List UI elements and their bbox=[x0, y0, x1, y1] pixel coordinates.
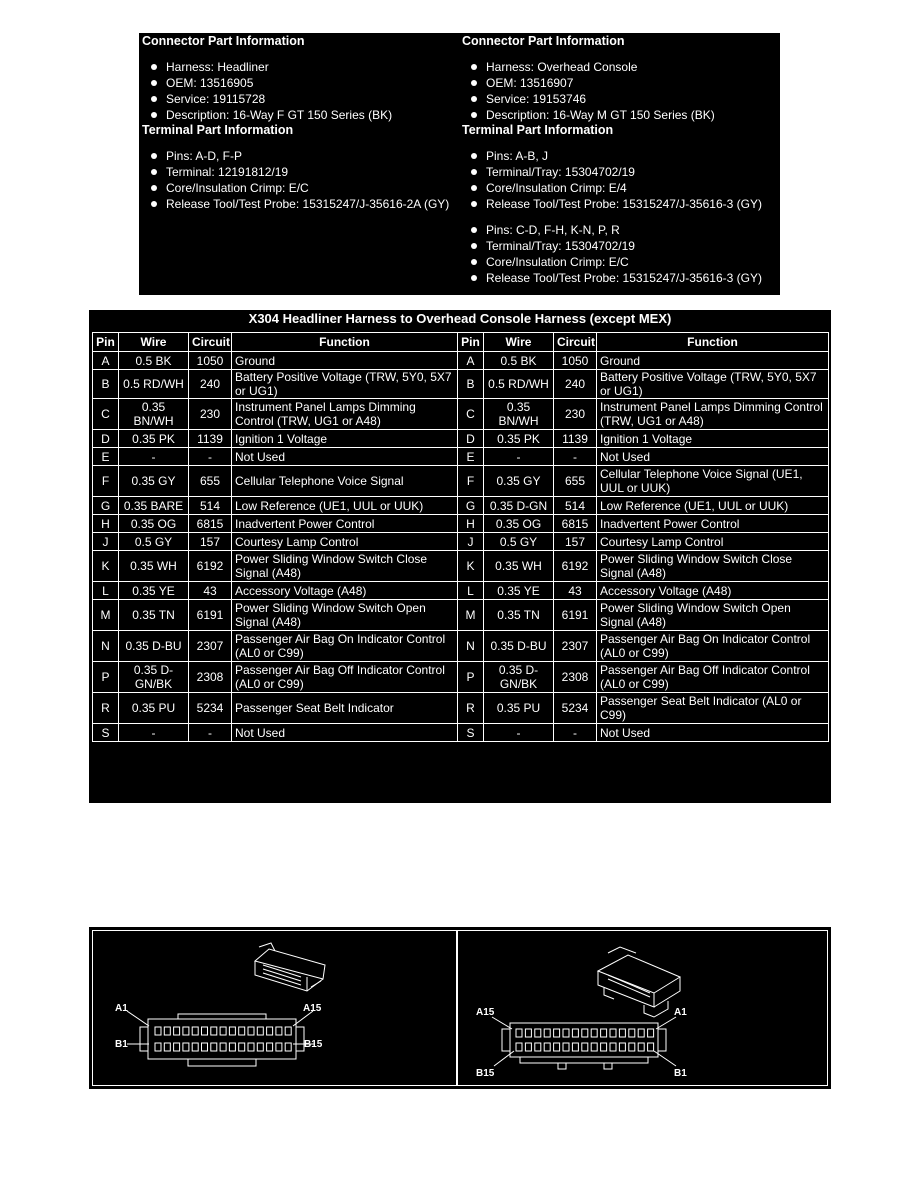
function-cell: Passenger Air Bag Off Indicator Control (AL0 or C99) bbox=[232, 662, 458, 693]
pin-cell: C bbox=[458, 399, 484, 430]
cavity bbox=[183, 1027, 189, 1035]
column-header: Circuit bbox=[189, 333, 232, 352]
list-item: Description: 16-Way M GT 150 Series (BK) bbox=[462, 107, 778, 123]
pinout-table-panel bbox=[89, 310, 831, 803]
function-cell: Power Sliding Window Switch Close Signal (A48) bbox=[597, 551, 829, 582]
wire-cell: 0.35 PU bbox=[484, 693, 554, 724]
cavity bbox=[554, 1029, 560, 1037]
cavity bbox=[525, 1029, 531, 1037]
circuit-cell: 1050 bbox=[189, 352, 232, 370]
wire-cell: 0.35 YE bbox=[484, 582, 554, 600]
cavity bbox=[257, 1027, 263, 1035]
function-cell: Not Used bbox=[597, 448, 829, 466]
circuit-cell: 1139 bbox=[554, 430, 597, 448]
connector-info-left bbox=[142, 33, 458, 212]
column-header: Function bbox=[597, 333, 829, 352]
cavity bbox=[220, 1043, 226, 1051]
wire-cell: 0.35 D-GN bbox=[484, 497, 554, 515]
cavity bbox=[202, 1027, 208, 1035]
cavity bbox=[591, 1043, 597, 1051]
list-item: Core/Insulation Crimp: E/4 bbox=[462, 180, 778, 196]
circuit-cell: 6192 bbox=[554, 551, 597, 582]
pin-cell: A bbox=[93, 352, 119, 370]
connector-iso-icon bbox=[255, 943, 325, 991]
list-item: OEM: 13516905 bbox=[142, 75, 458, 91]
connector-heading: Connector Part Information bbox=[142, 34, 305, 48]
circuit-cell: 240 bbox=[554, 370, 597, 399]
column-header: Wire bbox=[119, 333, 189, 352]
column-header: Wire bbox=[484, 333, 554, 352]
connector-list bbox=[142, 59, 458, 123]
cavity bbox=[610, 1043, 616, 1051]
function-cell: Ignition 1 Voltage bbox=[232, 430, 458, 448]
connector-face-icon bbox=[502, 1023, 666, 1069]
circuit-cell: 1139 bbox=[189, 430, 232, 448]
wire-cell: 0.35 OG bbox=[119, 515, 189, 533]
function-cell: Power Sliding Window Switch Open Signal (A48) bbox=[232, 600, 458, 631]
list-item: Terminal: 12191812/19 bbox=[142, 164, 458, 180]
wire-cell: 0.5 RD/WH bbox=[119, 370, 189, 399]
wire-cell: 0.5 RD/WH bbox=[484, 370, 554, 399]
function-cell: Low Reference (UE1, UUL or UUK) bbox=[232, 497, 458, 515]
cavity bbox=[239, 1027, 245, 1035]
cavity bbox=[591, 1029, 597, 1037]
function-cell: Not Used bbox=[232, 724, 458, 742]
connector-heading: Connector Part Information bbox=[462, 34, 625, 48]
table-row bbox=[93, 551, 829, 582]
circuit-cell: 6815 bbox=[189, 515, 232, 533]
wire-cell: 0.35 TN bbox=[484, 600, 554, 631]
circuit-cell: 157 bbox=[189, 533, 232, 551]
cavity bbox=[638, 1043, 644, 1051]
table-header-row bbox=[93, 333, 829, 352]
wire-cell: 0.35 OG bbox=[484, 515, 554, 533]
function-cell: Power Sliding Window Switch Close Signal (A48) bbox=[232, 551, 458, 582]
table-row bbox=[93, 533, 829, 551]
pin-cell: G bbox=[93, 497, 119, 515]
function-cell: Accessory Voltage (A48) bbox=[597, 582, 829, 600]
circuit-cell: 6192 bbox=[189, 551, 232, 582]
table-row bbox=[93, 600, 829, 631]
cavity bbox=[155, 1043, 161, 1051]
pin-cell: M bbox=[93, 600, 119, 631]
cavity bbox=[239, 1043, 245, 1051]
function-cell: Not Used bbox=[232, 448, 458, 466]
function-cell: Accessory Voltage (A48) bbox=[232, 582, 458, 600]
function-cell: Courtesy Lamp Control bbox=[232, 533, 458, 551]
pinout-table bbox=[92, 332, 829, 742]
pin-cell: C bbox=[93, 399, 119, 430]
cavity bbox=[554, 1043, 560, 1051]
circuit-cell: 514 bbox=[189, 497, 232, 515]
cavity bbox=[619, 1029, 625, 1037]
cavity bbox=[648, 1043, 654, 1051]
circuit-cell: 230 bbox=[189, 399, 232, 430]
table-row bbox=[93, 582, 829, 600]
cavity bbox=[525, 1043, 531, 1051]
circuit-cell: 43 bbox=[189, 582, 232, 600]
list-item: Terminal/Tray: 15304702/19 bbox=[462, 238, 778, 254]
list-item: Pins: C-D, F-H, K-N, P, R bbox=[462, 222, 778, 238]
table-row bbox=[93, 724, 829, 742]
cavity bbox=[183, 1043, 189, 1051]
column-header: Function bbox=[232, 333, 458, 352]
wire-cell: 0.5 BK bbox=[484, 352, 554, 370]
cavity bbox=[544, 1029, 550, 1037]
list-item: Core/Insulation Crimp: E/C bbox=[142, 180, 458, 196]
list-item: Description: 16-Way F GT 150 Series (BK) bbox=[142, 107, 458, 123]
wire-cell: 0.5 GY bbox=[119, 533, 189, 551]
pin-cell: R bbox=[458, 693, 484, 724]
cavity bbox=[229, 1027, 235, 1035]
list-item: Release Tool/Test Probe: 15315247/J-35616-3 (GY) bbox=[462, 270, 778, 286]
table-row bbox=[93, 430, 829, 448]
function-cell: Cellular Telephone Voice Signal (UE1, UUL or UUK) bbox=[597, 466, 829, 497]
cavity bbox=[629, 1043, 635, 1051]
terminal-heading: Terminal Part Information bbox=[462, 123, 614, 137]
table-row bbox=[93, 662, 829, 693]
cavity bbox=[174, 1027, 180, 1035]
function-cell: Ground bbox=[232, 352, 458, 370]
table-row bbox=[93, 399, 829, 430]
cavity bbox=[601, 1043, 607, 1051]
cavity bbox=[648, 1029, 654, 1037]
cavity bbox=[582, 1029, 588, 1037]
wire-cell: 0.35 YE bbox=[119, 582, 189, 600]
cavity bbox=[572, 1029, 578, 1037]
function-cell: Low Reference (UE1, UUL or UUK) bbox=[597, 497, 829, 515]
list-item: Core/Insulation Crimp: E/C bbox=[462, 254, 778, 270]
wire-cell: - bbox=[119, 448, 189, 466]
wire-cell: 0.35 GY bbox=[119, 466, 189, 497]
cavity bbox=[582, 1043, 588, 1051]
wire-cell: 0.35 D-BU bbox=[484, 631, 554, 662]
table-title: X304 Headliner Harness to Overhead Console Harness (except MEX) bbox=[248, 311, 672, 326]
function-cell: Courtesy Lamp Control bbox=[597, 533, 829, 551]
cavity bbox=[276, 1027, 282, 1035]
wire-cell: - bbox=[484, 448, 554, 466]
function-cell: Instrument Panel Lamps Dimming Control (TRW, UG1 or A48) bbox=[597, 399, 829, 430]
list-item: Release Tool/Test Probe: 15315247/J-35616-3 (GY) bbox=[462, 196, 778, 212]
function-cell: Passenger Air Bag On Indicator Control (AL0 or C99) bbox=[232, 631, 458, 662]
circuit-cell: 43 bbox=[554, 582, 597, 600]
connector-info-panel bbox=[139, 33, 780, 295]
pin-label: B15 bbox=[304, 1039, 323, 1050]
circuit-cell: - bbox=[554, 724, 597, 742]
list-item: Pins: A-D, F-P bbox=[142, 148, 458, 164]
function-cell: Inadvertent Power Control bbox=[232, 515, 458, 533]
cavity bbox=[211, 1027, 217, 1035]
function-cell: Ground bbox=[597, 352, 829, 370]
cavity bbox=[267, 1027, 273, 1035]
circuit-cell: 655 bbox=[189, 466, 232, 497]
pin-label: B1 bbox=[115, 1039, 128, 1050]
function-cell: Not Used bbox=[597, 724, 829, 742]
circuit-cell: 2308 bbox=[189, 662, 232, 693]
cavity bbox=[563, 1043, 569, 1051]
pin-cell: F bbox=[458, 466, 484, 497]
pin-label: A15 bbox=[476, 1007, 495, 1018]
wire-cell: 0.35 PU bbox=[119, 693, 189, 724]
circuit-cell: 6815 bbox=[554, 515, 597, 533]
circuit-cell: 2307 bbox=[189, 631, 232, 662]
circuit-cell: 6191 bbox=[189, 600, 232, 631]
wire-cell: 0.35 D-GN/BK bbox=[119, 662, 189, 693]
wire-cell: 0.35 D-GN/BK bbox=[484, 662, 554, 693]
cavity bbox=[211, 1043, 217, 1051]
function-cell: Ignition 1 Voltage bbox=[597, 430, 829, 448]
pin-cell: L bbox=[458, 582, 484, 600]
function-cell: Battery Positive Voltage (TRW, 5Y0, 5X7 or UG1) bbox=[597, 370, 829, 399]
list-item: Release Tool/Test Probe: 15315247/J-35616-2A (GY) bbox=[142, 196, 458, 212]
circuit-cell: 2308 bbox=[554, 662, 597, 693]
list-item: Harness: Overhead Console bbox=[462, 59, 778, 75]
pin-cell: A bbox=[458, 352, 484, 370]
pin-cell: N bbox=[458, 631, 484, 662]
function-cell: Power Sliding Window Switch Open Signal (A48) bbox=[597, 600, 829, 631]
wire-cell: - bbox=[484, 724, 554, 742]
table-row bbox=[93, 693, 829, 724]
wire-cell: 0.35 D-BU bbox=[119, 631, 189, 662]
connector-list bbox=[462, 59, 778, 123]
pin-label: A1 bbox=[674, 1007, 687, 1018]
connector-view-headliner bbox=[92, 930, 457, 1086]
circuit-cell: 240 bbox=[189, 370, 232, 399]
function-cell: Cellular Telephone Voice Signal bbox=[232, 466, 458, 497]
terminal-heading: Terminal Part Information bbox=[142, 123, 294, 137]
pin-cell: P bbox=[93, 662, 119, 693]
connector-drawing bbox=[458, 931, 829, 1087]
function-cell: Instrument Panel Lamps Dimming Control (TRW, UG1 or A48) bbox=[232, 399, 458, 430]
connector-info-right bbox=[462, 33, 778, 286]
cavity bbox=[267, 1043, 273, 1051]
cavity bbox=[164, 1043, 170, 1051]
wire-cell: 0.35 BN/WH bbox=[484, 399, 554, 430]
wire-cell: 0.35 GY bbox=[484, 466, 554, 497]
cavity bbox=[174, 1043, 180, 1051]
circuit-cell: 1050 bbox=[554, 352, 597, 370]
pin-cell: H bbox=[93, 515, 119, 533]
cavity bbox=[276, 1043, 282, 1051]
wire-cell: 0.35 BARE bbox=[119, 497, 189, 515]
terminal-list bbox=[462, 148, 778, 212]
circuit-cell: 6191 bbox=[554, 600, 597, 631]
cavity bbox=[544, 1043, 550, 1051]
table-row bbox=[93, 352, 829, 370]
wire-cell: 0.35 WH bbox=[119, 551, 189, 582]
pin-cell: L bbox=[93, 582, 119, 600]
connector-face-icon bbox=[140, 1014, 304, 1066]
cavity bbox=[563, 1029, 569, 1037]
function-cell: Battery Positive Voltage (TRW, 5Y0, 5X7 or UG1) bbox=[232, 370, 458, 399]
pin-cell: S bbox=[93, 724, 119, 742]
pin-label: A1 bbox=[115, 1003, 128, 1014]
pin-cell: S bbox=[458, 724, 484, 742]
table-row bbox=[93, 466, 829, 497]
function-cell: Passenger Air Bag Off Indicator Control (AL0 or C99) bbox=[597, 662, 829, 693]
circuit-cell: - bbox=[189, 724, 232, 742]
terminal-list bbox=[462, 222, 778, 286]
function-cell: Passenger Seat Belt Indicator (AL0 or C99) bbox=[597, 693, 829, 724]
wire-cell: 0.5 BK bbox=[119, 352, 189, 370]
cavity bbox=[164, 1027, 170, 1035]
connector-views-panel bbox=[89, 927, 831, 1089]
table-row bbox=[93, 515, 829, 533]
pin-cell: K bbox=[93, 551, 119, 582]
pin-cell: J bbox=[93, 533, 119, 551]
circuit-cell: 5234 bbox=[189, 693, 232, 724]
cavity bbox=[638, 1029, 644, 1037]
list-item: Pins: A-B, J bbox=[462, 148, 778, 164]
connector-drawing bbox=[93, 931, 458, 1087]
cavity bbox=[535, 1043, 541, 1051]
circuit-cell: - bbox=[189, 448, 232, 466]
wire-cell: 0.5 GY bbox=[484, 533, 554, 551]
column-header: Pin bbox=[458, 333, 484, 352]
pin-label: B1 bbox=[674, 1068, 687, 1079]
pin-cell: P bbox=[458, 662, 484, 693]
circuit-cell: 5234 bbox=[554, 693, 597, 724]
wire-cell: 0.35 PK bbox=[119, 430, 189, 448]
list-item: Harness: Headliner bbox=[142, 59, 458, 75]
cavity bbox=[619, 1043, 625, 1051]
cavity bbox=[610, 1029, 616, 1037]
pin-cell: D bbox=[93, 430, 119, 448]
pin-cell: E bbox=[93, 448, 119, 466]
cavity bbox=[629, 1029, 635, 1037]
pin-cell: J bbox=[458, 533, 484, 551]
connector-view-overhead-console bbox=[457, 930, 828, 1086]
pin-cell: M bbox=[458, 600, 484, 631]
list-item: Service: 19153746 bbox=[462, 91, 778, 107]
pin-cell: H bbox=[458, 515, 484, 533]
cavity bbox=[155, 1027, 161, 1035]
function-cell: Inadvertent Power Control bbox=[597, 515, 829, 533]
cavity bbox=[202, 1043, 208, 1051]
circuit-cell: 2307 bbox=[554, 631, 597, 662]
cavity bbox=[285, 1043, 291, 1051]
wire-cell: 0.35 TN bbox=[119, 600, 189, 631]
wire-cell: 0.35 PK bbox=[484, 430, 554, 448]
pin-cell: B bbox=[93, 370, 119, 399]
connector-iso-icon bbox=[598, 947, 680, 1017]
wire-cell: 0.35 WH bbox=[484, 551, 554, 582]
pin-label: A15 bbox=[303, 1003, 322, 1014]
terminal-list bbox=[142, 148, 458, 212]
pin-cell: E bbox=[458, 448, 484, 466]
circuit-cell: 157 bbox=[554, 533, 597, 551]
cavity bbox=[192, 1043, 198, 1051]
pin-cell: D bbox=[458, 430, 484, 448]
circuit-cell: 514 bbox=[554, 497, 597, 515]
cavity bbox=[601, 1029, 607, 1037]
cavity bbox=[248, 1043, 254, 1051]
table-row bbox=[93, 448, 829, 466]
circuit-cell: 230 bbox=[554, 399, 597, 430]
cavity bbox=[220, 1027, 226, 1035]
pin-cell: F bbox=[93, 466, 119, 497]
cavity bbox=[572, 1043, 578, 1051]
circuit-cell: - bbox=[554, 448, 597, 466]
pin-cell: G bbox=[458, 497, 484, 515]
function-cell: Passenger Air Bag On Indicator Control (AL0 or C99) bbox=[597, 631, 829, 662]
cavity bbox=[516, 1029, 522, 1037]
list-item: OEM: 13516907 bbox=[462, 75, 778, 91]
column-header: Circuit bbox=[554, 333, 597, 352]
cavity bbox=[229, 1043, 235, 1051]
pin-label: B15 bbox=[476, 1068, 495, 1079]
cavity bbox=[257, 1043, 263, 1051]
pin-cell: B bbox=[458, 370, 484, 399]
list-item: Terminal/Tray: 15304702/19 bbox=[462, 164, 778, 180]
table-row bbox=[93, 631, 829, 662]
function-cell: Passenger Seat Belt Indicator bbox=[232, 693, 458, 724]
wire-cell: - bbox=[119, 724, 189, 742]
cavity bbox=[535, 1029, 541, 1037]
cavity bbox=[248, 1027, 254, 1035]
table-row bbox=[93, 370, 829, 399]
table-row bbox=[93, 497, 829, 515]
column-header: Pin bbox=[93, 333, 119, 352]
cavity bbox=[285, 1027, 291, 1035]
cavity bbox=[516, 1043, 522, 1051]
circuit-cell: 655 bbox=[554, 466, 597, 497]
pin-cell: N bbox=[93, 631, 119, 662]
pin-cell: K bbox=[458, 551, 484, 582]
cavity bbox=[192, 1027, 198, 1035]
wire-cell: 0.35 BN/WH bbox=[119, 399, 189, 430]
list-item: Service: 19115728 bbox=[142, 91, 458, 107]
pin-cell: R bbox=[93, 693, 119, 724]
